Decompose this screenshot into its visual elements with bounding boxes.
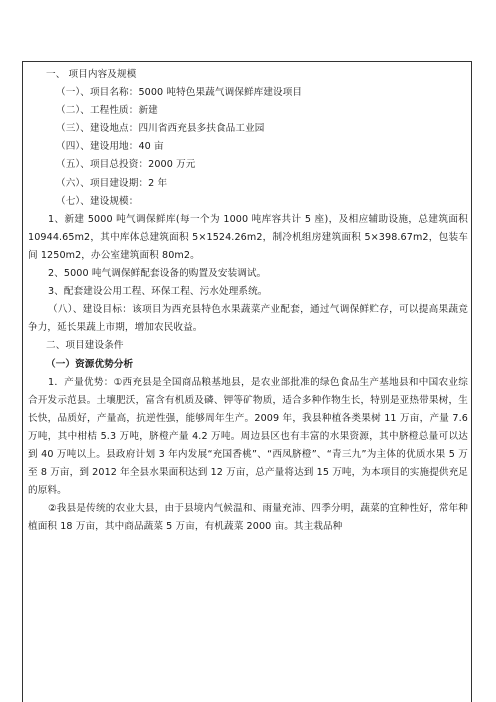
- item-land: （四）、建设用地：40 亩: [56, 141, 164, 153]
- document-body: [28, 66, 468, 536]
- item-project-name: （一）、项目名称：5000 吨特色果蔬气调保鲜库建设项目: [56, 87, 303, 99]
- scale-paragraph: 3、配套建设公用工程、环保工程、污水处理系统。: [48, 286, 268, 298]
- goal-paragraph: （八）、建设目标：该项目为西充县特色水果蔬菜产业配套，通过气调保鲜贮存，可以提高果蔬竞争力，延长果蔬上市期，增加农民收益。: [28, 304, 468, 334]
- scale-paragraph: 2、5000 吨气调保鲜配套设备的购置及安装调试。: [48, 268, 267, 280]
- item-scale: （七）、建设规模：: [56, 195, 139, 207]
- section-heading: 一、 项目内容及规模: [46, 69, 137, 80]
- body-paragraph: 1．产量优势：①西充县是全国商品粮基地县，是农业部批准的绿色食品生产基地县和中国农业综合开发示范县。土壤肥沃，富含有机质及磷、钾等矿物质，适合多种作物生长，特别是亚热带果树，生长快，品质好，产量高，抗逆性强，能够周年生产。2009 年，我县种植各类果树 11 万亩，产量 7.6 万吨，其中柑桔 5.3 万吨，脐橙产量 4.2 万吨。周边县区也有丰富的水果资源，其中脐橙总量可以达到 40 万吨以上。县政府计划 3 年内发展“充国香桃”、“西凤脐橙”、“青三九”为主体的优质水果 5 万至 8 万亩，到 2012 年全县水果面积达到 12 万亩，总产量将达到 15 万吨，为本项目的实施提供充足的原料。: [28, 376, 468, 497]
- body-paragraph: ②我县是传统的农业大县，由于县境内气候温和、雨量充沛、四季分明，蔬菜的宜种性好，常年种植面积 18 万亩，其中商品蔬菜 5 万亩，有机蔬菜 2000 亩。其主栽品种: [28, 503, 468, 533]
- subsection-heading: （一）资源优势分析: [46, 358, 134, 370]
- item-nature: （二）、工程性质：新建: [56, 105, 158, 117]
- item-investment: （五）、项目总投资：2000 万元: [56, 159, 196, 171]
- item-location: （三）、建设地点：四川省西充县多扶食品工业园: [56, 123, 265, 135]
- scale-paragraph: 1、新建 5000 吨气调保鲜库(每一个为 1000 吨库容共计 5 座)，及相应辅助设施，总建筑面积 10944.65m2，其中库体总建筑面积 5×1524.26m2，制冷机组房建筑面积 5×398.67m2，包装车间 1250m2，办公室建筑面积 80m2。: [28, 213, 468, 261]
- section-heading: 二、项目建设条件: [46, 340, 124, 352]
- item-period: （六）、项目建设期：2 年: [56, 177, 168, 189]
